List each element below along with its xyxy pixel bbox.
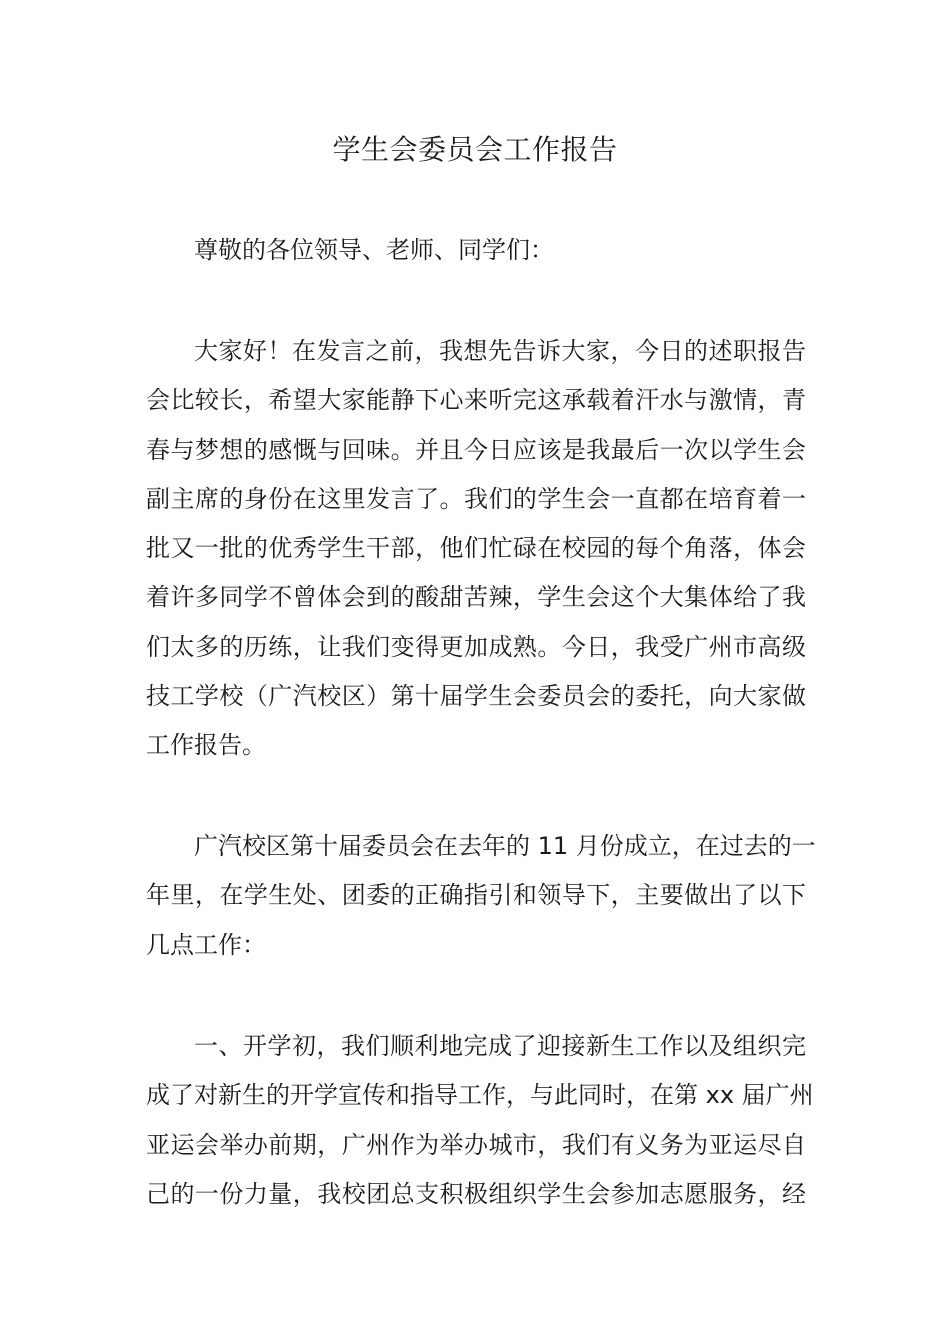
paragraph-line: 成了对新生的开学宣传和指导工作，与此同时，在第 xx 届广州 [146, 1081, 814, 1110]
paragraph-line: 几点工作： [146, 930, 266, 959]
paragraph-line: 会比较长，希望大家能静下心来听完这承载着汗水与激情，青 [146, 386, 806, 415]
paragraph-line: 一、开学初，我们顺利地完成了迎接新生工作以及组织完 [194, 1032, 806, 1060]
paragraph-line: 着许多同学不曾体会到的酸甜苦辣，学生会这个大集体给了我 [146, 583, 806, 612]
paragraph-line: 春与梦想的感慨与回味。并且今日应该是我最后一次以学生会 [146, 435, 806, 464]
paragraph-overview [146, 822, 816, 970]
paragraph-line: 亚运会举办前期，广州作为举办城市，我们有义务为亚运尽自 [146, 1130, 806, 1159]
paragraph-line: 工作报告。 [146, 731, 266, 760]
paragraph-item-one [146, 1022, 814, 1219]
paragraph-line: 批又一批的优秀学生干部，他们忙碌在校园的每个角落，体会 [146, 534, 806, 563]
paragraph-line: 们太多的历练，让我们变得更加成熟。今日，我受广州市高级 [146, 632, 806, 661]
paragraph-line: 大家好！在发言之前，我想先告诉大家，今日的述职报告 [194, 337, 806, 365]
paragraph-line: 技工学校（广汽校区）第十届学生会委员会的委托，向大家做 [146, 682, 806, 711]
paragraph-opening [146, 327, 806, 771]
paragraph-line: 广汽校区第十届委员会在去年的 11 月份成立，在过去的一 [194, 832, 816, 860]
salutation-paragraph [146, 226, 806, 275]
salutation-line: 尊敬的各位领导、老师、同学们： [194, 236, 554, 264]
paragraph-line: 己的一份力量，我校团总支积极组织学生会参加志愿服务，经 [146, 1179, 806, 1208]
document-title: 学生会委员会工作报告 [332, 133, 618, 166]
paragraph-line: 年里，在学生处、团委的正确指引和领导下，主要做出了以下 [146, 881, 806, 910]
paragraph-line: 副主席的身份在这里发言了。我们的学生会一直都在培育着一 [146, 484, 806, 513]
